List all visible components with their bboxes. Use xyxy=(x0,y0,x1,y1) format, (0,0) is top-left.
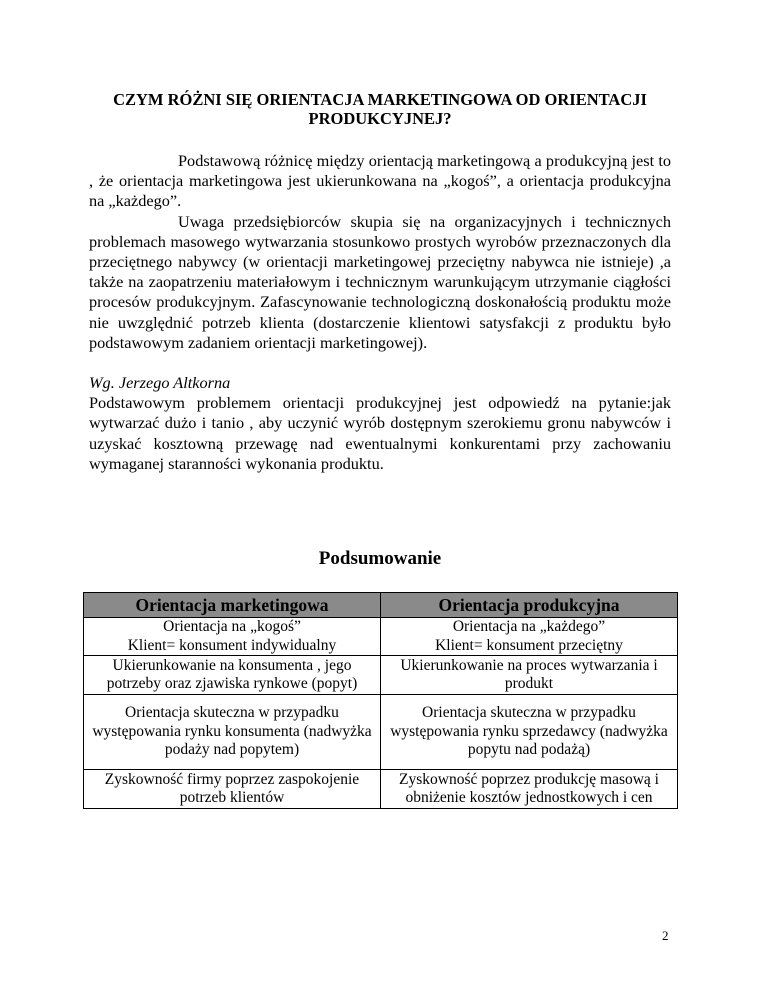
cell-production xyxy=(381,618,678,656)
cell-marketing xyxy=(84,618,381,656)
paragraph-difference: Podstawową różnicę między orientacją marketingową a produkcyjną jest to , że orientacja marketingowa jest ukierunkowana na „kogoś”, a orientacja produkcyjna na „każdego”. xyxy=(89,151,671,211)
table-row xyxy=(84,695,678,770)
cell-line: Orientacja skuteczna w przypadku występowania rynku konsumenta (nadwyżka podaży nad popytem) xyxy=(92,704,372,759)
table-header-row xyxy=(84,593,678,618)
cell-line: Zyskowność poprzez produkcję masową i obniżenie kosztów jednostkowych i cen xyxy=(399,770,659,806)
page-title: CZYM RÓŻNI SIĘ ORIENTACJA MARKETINGOWA OD ORIENTACJI PRODUKCYJNEJ? xyxy=(113,90,647,128)
table-row xyxy=(84,770,678,809)
main-text xyxy=(89,151,671,474)
cell-production xyxy=(381,695,678,770)
summary-title: Podsumowanie xyxy=(318,548,442,569)
cell-line: Klient= konsument indywidualny xyxy=(127,636,337,654)
cell-line: Orientacja na „każdego” xyxy=(452,618,606,635)
paragraph-production-problem: Podstawowym problemem orientacji produkcyjnej jest odpowiedź na pytanie:jak wytwarzać dużo i tanio , aby uczynić wyrób dostępnym szerokiemu gronu nabywców i uzyskać kosztowną przewagę nad ewentualnymi konkurentami przy zachowaniu wymaganej staranności wykonania produktu. xyxy=(89,393,671,473)
cell-marketing xyxy=(84,695,381,770)
cell-line: Orientacja skuteczna w przypadku występowania rynku sprzedawcy (nadwyżka popytu nad podażą) xyxy=(390,704,668,759)
header-production: Orientacja produkcyjna xyxy=(381,593,678,618)
table-row xyxy=(84,656,678,695)
cell-line: Ukierunkowanie na konsumenta , jego potrzeby oraz zjawiska rynkowe (popyt) xyxy=(106,656,358,692)
citation: Wg. Jerzego Altkorna xyxy=(89,373,231,393)
paragraph-entrepreneurs: Uwaga przedsiębiorców skupia się na organizacyjnych i technicznych problemach masowego wytwarzania stosunkowo prostych wyrobów przeznaczonych dla przeciętnego nabywcy (w orientacji marketingowej przeciętny nabywca nie istnieje) ,a także na zaopatrzeniu materiałowym i technicznym warunkującym utrzymanie ciągłości procesów produkcyjnym. Zafascynowanie technologiczną doskonałością produktu może nie uwzględnić potrzeb klienta (dostarczenie klientowi satysfakcji z produktu było podstawowym zadaniem orientacji marketingowej). xyxy=(89,211,671,352)
summary-table xyxy=(83,592,678,809)
header-marketing: Orientacja marketingowa xyxy=(84,593,381,618)
page-number: 2 xyxy=(662,928,669,943)
table-row xyxy=(84,618,678,656)
cell-production xyxy=(381,656,678,695)
cell-marketing xyxy=(84,656,381,695)
cell-line: Ukierunkowanie na proces wytwarzania i produkt xyxy=(400,656,658,692)
cell-line: Klient= konsument przeciętny xyxy=(435,636,623,654)
cell-line: Orientacja na „kogoś” xyxy=(163,618,301,635)
paragraph-gap xyxy=(89,353,671,373)
cell-marketing xyxy=(84,770,381,809)
cell-production xyxy=(381,770,678,809)
cell-line: Zyskowność firmy poprzez zaspokojenie potrzeb klientów xyxy=(104,770,360,806)
